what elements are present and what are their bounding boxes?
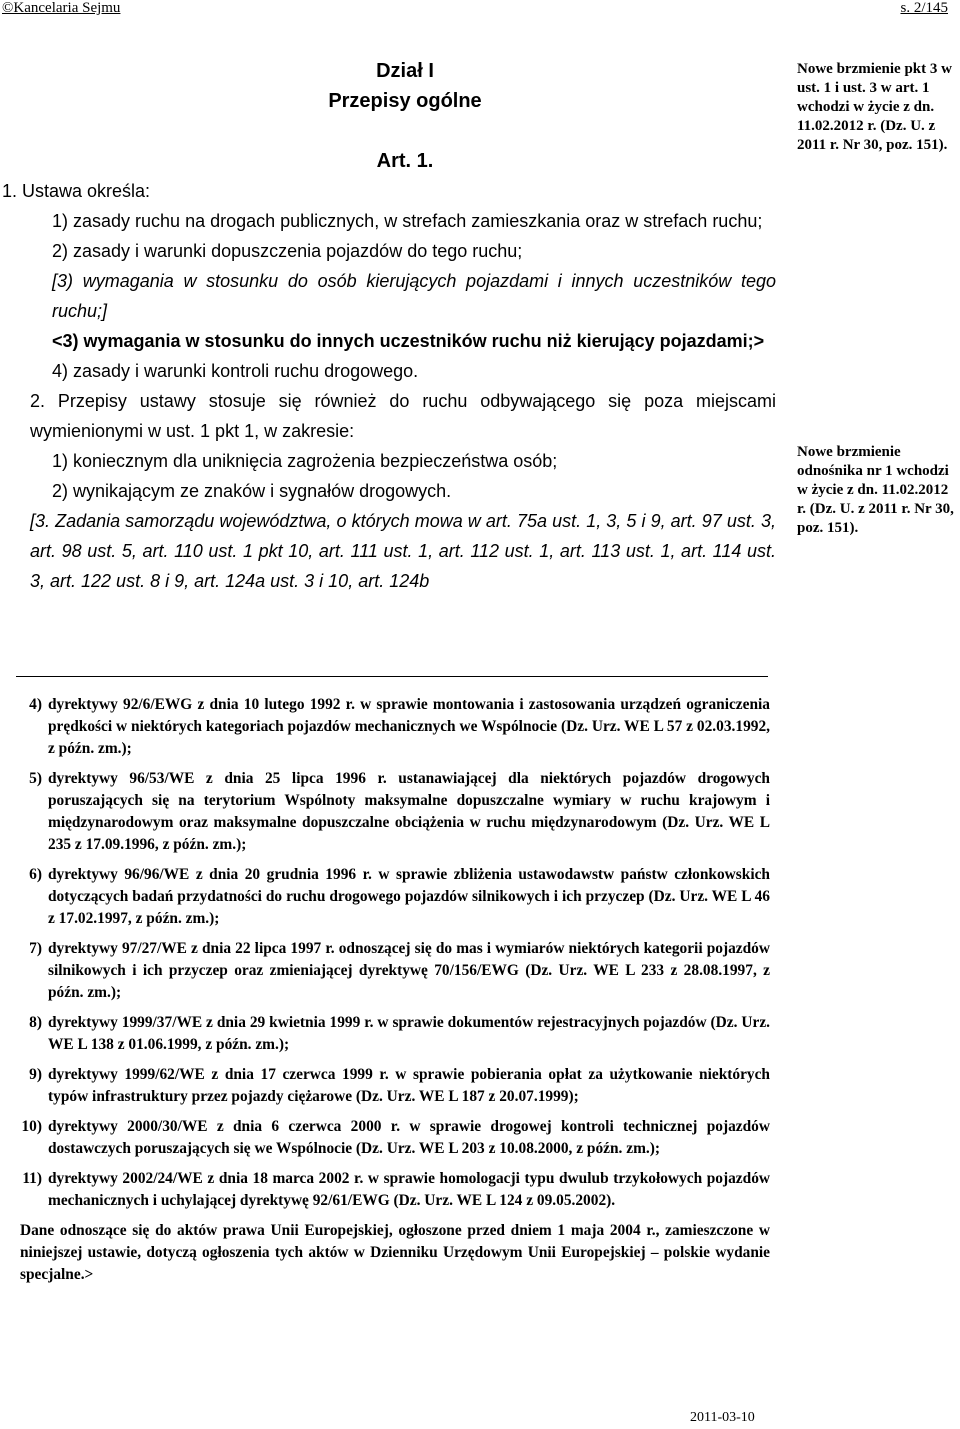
document-date: 2011-03-10	[690, 1410, 755, 1425]
division-title: Przepisy ogólne	[328, 90, 482, 112]
footnote-item	[8, 1012, 770, 1056]
footnote-item	[8, 864, 770, 930]
footnote-number: 7)	[29, 940, 42, 957]
side-note-1: Nowe brzmienie pkt 3 w ust. 1 i ust. 3 w art. 1 wchodzi w życie z dn. 11.02.2012 r. (Dz. U. z 2011 r. Nr 30, poz. 151).	[797, 61, 952, 153]
footnote-text: dyrektywy 96/96/WE z dnia 20 grudnia 1996 r. w sprawie zbliżenia ustawodawstw państw członkowskich dotyczących badań przydatności do ruchu drogowego pojazdów silnikowych i ich przyczep (Dz. Urz. WE L 46 z 17.02.1997, z późn. zm.);	[48, 866, 770, 927]
footnote-text: dyrektywy 2000/30/WE z dnia 6 czerwca 2000 r. w sprawie drogowej kontroli technicznej pojazdów dostawczych poruszających się we Wspólnocie (Dz. Urz. WE L 203 z 10.08.2000, z późn. zm.);	[48, 1118, 770, 1157]
footnote-text: dyrektywy 1999/62/WE z dnia 17 czerwca 1999 r. w sprawie pobierania opłat za użytkowanie niektórych typów infrastruktury przez pojazdy ciężarowe (Dz. Urz. WE L 187 z 20.07.1999);	[48, 1066, 770, 1105]
footnote-closing-note: Dane odnoszące się do aktów prawa Unii Europejskiej, ogłoszone przed dniem 1 maja 2004 r., zamieszczone w niniejszej ustawie, dotyczą ogłoszenia tych aktów w Dzienniku Urzędowym Unii Europejskiej – polskie wydanie specjalne.>	[20, 1222, 770, 1283]
footnote-item	[8, 768, 770, 856]
footnote-text: dyrektywy 92/6/EWG z dnia 10 lutego 1992 r. w sprawie montowania i zastosowania urządzeń ograniczenia prędkości w niektórych kategoriach pojazdów mechanicznych we Wspólnocie (Dz. Urz. WE L 57 z 02.03.1992, z późn. zm.);	[48, 696, 770, 757]
copyright-link[interactable]: ©Kancelaria Sejmu	[2, 0, 121, 16]
footnote-number: 9)	[29, 1066, 42, 1083]
paragraph-1-intro: 1. Ustawa określa:	[2, 181, 151, 201]
p2-item-1: 1) koniecznym dla uniknięcia zagrożenia bezpieczeństwa osób;	[52, 451, 558, 471]
footnote-text: dyrektywy 97/27/WE z dnia 22 lipca 1997 r. odnoszącej się do mas i wymiarów niektórych kategorii pojazdów silnikowych i ich przyczep oraz zmieniającej dyrektywę 70/156/EWG (Dz. Urz. WE L 233 z 28.08.1997, z późn. zm.);	[48, 940, 770, 1001]
footnote-text: dyrektywy 2002/24/WE z dnia 18 marca 2002 r. w sprawie homologacji typu dwulub trzykołowych pojazdów mechanicznych i uchylającej dyrektywę 92/61/EWG (Dz. Urz. WE L 124 z 09.05.2002).	[48, 1170, 770, 1209]
footnote-number: 8)	[29, 1014, 42, 1031]
footnotes	[8, 694, 770, 1286]
footnote-divider	[16, 676, 768, 677]
footnote-number: 11)	[22, 1170, 42, 1187]
footnote-text: dyrektywy 1999/37/WE z dnia 29 kwietnia 1999 r. w sprawie dokumentów rejestracyjnych pojazdów (Dz. Urz. WE L 138 z 01.06.1999, z późn. zm.);	[48, 1014, 770, 1053]
page-indicator[interactable]: s. 2/145	[900, 0, 948, 16]
footnote-item	[8, 938, 770, 1004]
footnote-item	[8, 1064, 770, 1108]
paragraph-3: [3. Zadania samorządu województwa, o których mowa w art. 75a ust. 1, 3, 5 i 9, art. 97 ust. 3, art. 98 ust. 5, art. 110 ust. 1 pkt 10, art. 111 ust. 1, art. 112 ust. 1, art. 113 ust. 1, art. 114 ust. 3, art. 122 ust. 8 i 9, art. 124a ust. 3 i 10, art. 124b	[30, 511, 776, 591]
footnote-number: 10)	[21, 1118, 42, 1135]
footnote-number: 5)	[29, 770, 42, 787]
side-note-2: Nowe brzmienie odnośnika nr 1 wchodzi w życie z dn. 11.02.2012 r. (Dz. U. z 2011 r. Nr 30, poz. 151).	[797, 444, 954, 536]
p1-item-1: 1) zasady ruchu na drogach publicznych, w strefach zamieszkania oraz w strefach ruchu;	[52, 211, 763, 231]
footnote-text: dyrektywy 96/53/WE z dnia 25 lipca 1996 r. ustanawiającej dla niektórych pojazdów drogowych poruszających się na terytorium Wspólnoty maksymalne dopuszczalne wymiary w ruchu krajowym i międzynarodowym oraz maksymalne dopuszczalne obciążenia w ruchu międzynarodowym (Dz. Urz. WE L 235 z 17.09.1996, z późn. zm.);	[48, 770, 770, 853]
footnote-number: 6)	[29, 866, 42, 883]
p1-item-3-old: [3) wymagania w stosunku do osób kierujących pojazdami i innych uczestników tego ruchu;]	[52, 271, 776, 321]
article-body	[2, 56, 776, 596]
division-heading: Dział I	[376, 60, 434, 82]
p1-item-4: 4) zasady i warunki kontroli ruchu drogowego.	[52, 361, 419, 381]
footnote-item	[8, 1168, 770, 1212]
paragraph-2-intro: 2. Przepisy ustawy stosuje się również do ruchu odbywającego się poza miejscami wymienionymi w ust. 1 pkt 1, w zakresie:	[30, 391, 776, 441]
p1-item-3-new: <3) wymagania w stosunku do innych uczestników ruchu niż kierujący pojazdami;>	[52, 331, 765, 351]
article-heading: Art. 1.	[376, 150, 434, 172]
footnote-number: 4)	[29, 696, 42, 713]
p2-item-2: 2) wynikającym ze znaków i sygnałów drogowych.	[52, 481, 452, 501]
footnote-item	[8, 1116, 770, 1160]
p1-item-2: 2) zasady i warunki dopuszczenia pojazdów do tego ruchu;	[52, 241, 523, 261]
footnote-item	[8, 694, 770, 760]
